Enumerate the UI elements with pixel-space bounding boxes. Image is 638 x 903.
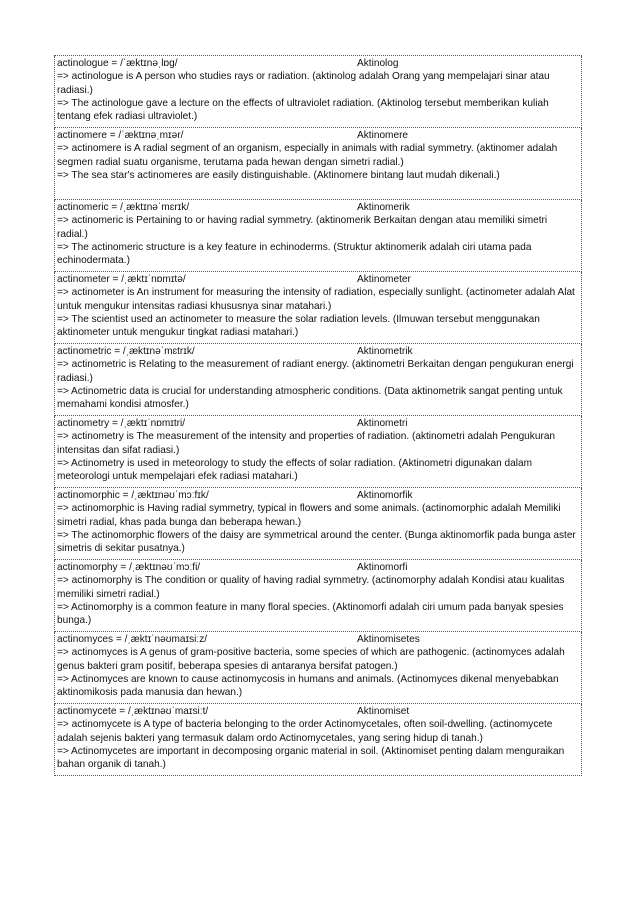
entry-header [57,57,579,70]
entry-translation: Aktinolog [357,58,399,69]
glossary-table [54,55,582,776]
entry-header [57,273,579,286]
entry-translation: Aktinomorfik [357,490,413,501]
entry-example: => Actinomyces are known to cause actinomycosis in humans and animals. (Actinomyces dikenal menyebabkan aktinomikosis pada manusia dan hewan.) [57,673,559,699]
entry-translation: Aktinomisetes [357,634,420,645]
entry-example: => The actinomorphic flowers of the daisy are symmetrical around the center. (Bunga aktinomorfik pada bunga aster simetris di sekitar pusatnya.) [57,529,576,555]
entry-definition: => actinometer is An instrument for measuring the intensity of radiation, especially sunlight. (actinometer adalah Alat untuk mengukur intensitas radiasi khususnya sinar matahari.) [57,287,575,312]
entry-definition: => actinometry is The measurement of the intensity and properties of radiation. (aktinometri adalah Pengukuran intensitas dan sifat radiasi.) [57,431,556,456]
entry-term: actinometry = /ˌæktɪˈnɒmɪtri/ [57,418,186,429]
glossary-entry [54,344,582,416]
entry-term: actinomycete = /ˌæktɪnəʊˈmaɪsiːt/ [57,706,209,717]
glossary-entry [54,416,582,488]
entry-example: => Actinometry is used in meteorology to study the effects of solar radiation. (Aktinometri digunakan dalam meteorologi untuk mempelajari efek radiasi matahari.) [57,457,533,483]
entry-translation: Aktinomorfi [357,562,408,573]
entry-translation: Aktinomere [357,130,409,141]
entry-header [57,561,579,574]
entry-example: => The actinomeric structure is a key feature in echinoderms. (Struktur aktinomerik adalah ciri utama pada echinodermata.) [57,241,532,267]
entry-translation: Aktinometer [357,274,411,285]
glossary-entry [54,56,582,128]
entry-translation: Aktinomerik [357,202,410,213]
entry-definition: => actinomere is A radial segment of an organism, especially in animals with radial symmetry. (aktinomer adalah segmen radial suatu organisme, terutama pada hewan dengan simetri radial.) [57,143,558,168]
glossary-entry [54,128,582,200]
glossary-entry [54,560,582,632]
entry-term: actinometer = /ˌæktɪˈnɒmɪtə/ [57,274,186,285]
entry-example: => The sea star's actinomeres are easily distinguishable. (Aktinomere bintang laut mudah dikenali.) [57,169,500,181]
entry-term: actinomere = /ˈæktɪnəˌmɪər/ [57,130,184,141]
entry-term: actinomorphic = /ˌæktɪnəʊˈmɔːfɪk/ [57,490,209,501]
entry-example: => Actinomorphy is a common feature in many floral species. (Aktinomorfi adalah ciri umum pada banyak spesies bunga.) [57,601,564,627]
entry-definition: => actinomorphic is Having radial symmetry, typical in flowers and some animals. (actinomorphic adalah Memiliki simetri radial, khas pada bunga dan beberapa hewan.) [57,503,561,528]
entry-translation: Aktinometrik [357,346,413,357]
glossary-entry [54,488,582,560]
glossary-entry [54,272,582,344]
entry-example: => The scientist used an actinometer to measure the solar radiation levels. (Ilmuwan tersebut menggunakan aktinometer untuk mengukur tingkat radiasi matahari.) [57,313,540,339]
entry-definition: => actinomyces is A genus of gram-positive bacteria, some species of which are pathogenic. (actinomyces adalah genus bakteri gram positif, beberapa spesies di antaranya bersifat patogen.) [57,647,565,672]
entry-header [57,633,579,646]
entry-term: actinometric = /ˌæktɪnəˈmɛtrɪk/ [57,346,195,357]
entry-definition: => actinomycete is A type of bacteria belonging to the order Actinomycetales, often soil-dwelling. (actinomycete adalah sejenis bakteri yang termasuk dalam ordo Actinomycetales, yang sering hidup di tanah.) [57,719,553,744]
entry-example: => Actinometric data is crucial for understanding atmospheric conditions. (Data aktinometrik sangat penting untuk memahami kondisi atmosfer.) [57,385,563,411]
glossary-entry [54,632,582,704]
entry-header [57,129,579,142]
entry-header [57,417,579,430]
entry-header [57,201,579,214]
entry-definition: => actinometric is Relating to the measurement of radiant energy. (aktinometri Berkaitan dengan pengukuran energi radiasi.) [57,359,574,384]
entry-term: actinomyces = /ˌæktɪˈnəʊmaɪsiːz/ [57,634,208,645]
glossary-entry [54,704,582,776]
entry-term: actinologue = /ˈæktɪnəˌlɒɡ/ [57,58,178,69]
entry-translation: Aktinomiset [357,706,410,717]
entry-translation: Aktinometri [357,418,408,429]
glossary-entry [54,200,582,272]
entry-definition: => actinomeric is Pertaining to or having radial symmetry. (aktinomerik Berkaitan dengan atau memiliki simetri radial.) [57,215,548,240]
entry-definition: => actinomorphy is The condition or quality of having radial symmetry. (actinomorphy adalah Kondisi atau kualitas memiliki simetri radial.) [57,575,565,600]
entry-term: actinomorphy = /ˌæktɪnəʊˈmɔːfi/ [57,562,201,573]
entry-term: actinomeric = /ˌæktɪnəˈmɛrɪk/ [57,202,190,213]
entry-header [57,489,579,502]
entry-example: => Actinomycetes are important in decomposing organic material in soil. (Aktinomiset penting dalam menguraikan bahan organik di tanah.) [57,745,565,771]
entry-header [57,705,579,718]
entry-header [57,345,579,358]
entry-example: => The actinologue gave a lecture on the effects of ultraviolet radiation. (Aktinolog tersebut memberikan kuliah tentang efek radiasi ultraviolet.) [57,97,549,123]
entry-definition: => actinologue is A person who studies rays or radiation. (aktinolog adalah Orang yang mempelajari sinar atau radiasi.) [57,71,550,96]
